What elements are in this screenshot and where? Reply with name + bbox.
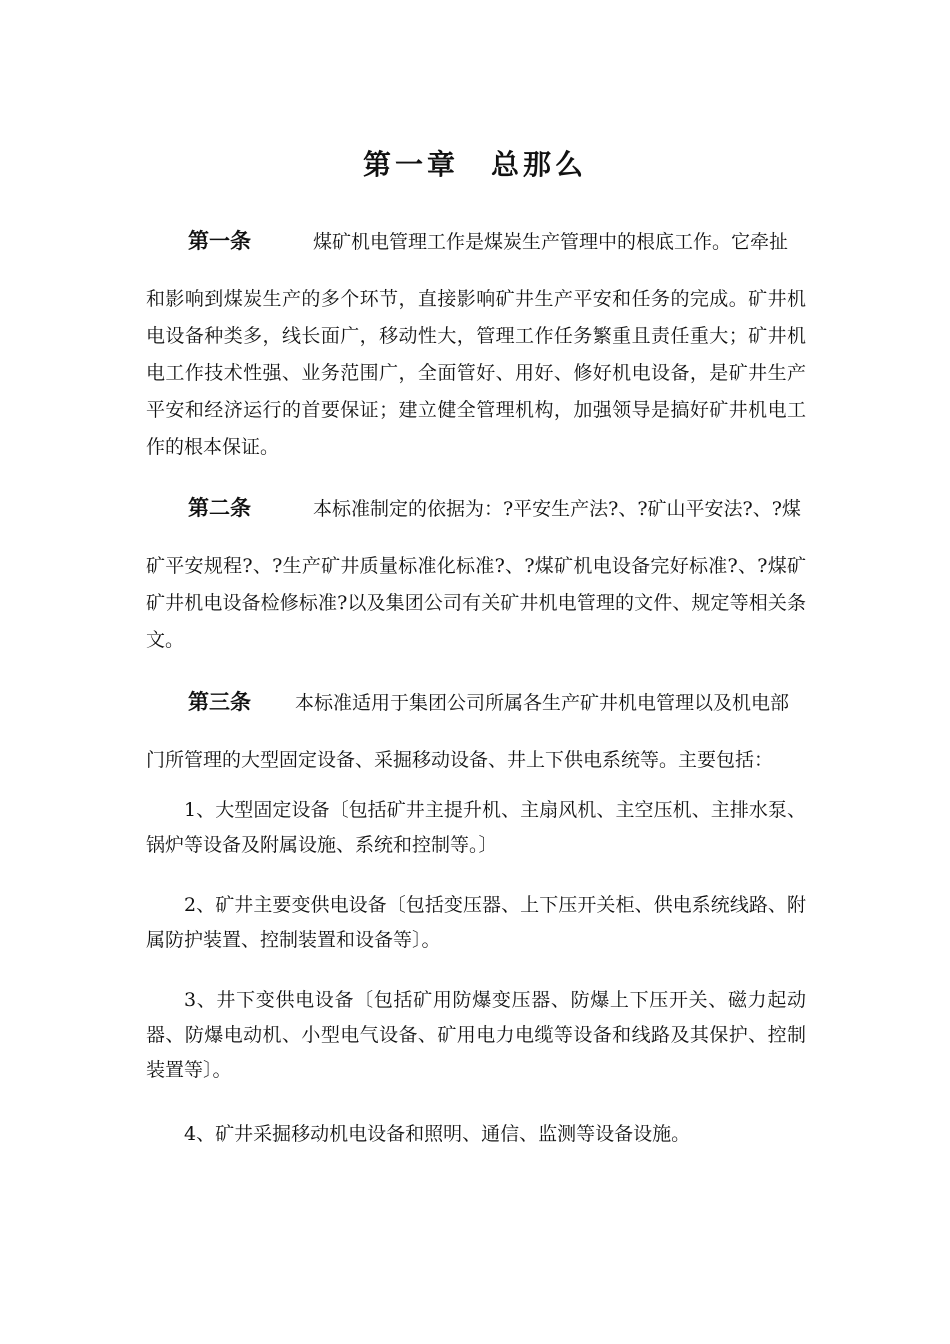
article-1-first-line — [146, 219, 806, 263]
article-2-first-text: 本标准制定的依据为：?平安生产法?、?矿山平安法?、?煤 — [313, 498, 801, 520]
list-item: 1、大型固定设备〔包括矿井主提升机、主扇风机、主空压机、主排水泵、锅炉等设备及附属设施、系统和控制等。〕 — [146, 799, 806, 856]
article-1 — [146, 219, 806, 466]
article-1-body: 和影响到煤炭生产的多个环节，直接影响矿井生产平安和任务的完成。矿井机电设备种类多，线长面广，移动性大，管理工作任务繁重且责任重大；矿井机电工作技术性强、业务范围广，全面管好、用好、修好机电设备，是矿井生产平安和经济运行的首要保证；建立健全管理机构，加强领导是搞好矿井机电工作的根本保证。 — [146, 288, 806, 458]
list-item: 2、矿井主要变供电设备〔包括变压器、上下压开关柜、供电系统线路、附属防护装置、控制装置和设备等〕。 — [146, 894, 806, 951]
list-item: 3、井下变供电设备〔包括矿用防爆变压器、防爆上下压开关、磁力起动器、防爆电动机、小型电气设备、矿用电力电缆等设备和线路及其保护、控制装置等〕。 — [146, 989, 806, 1081]
article-1-label: 第一条 — [188, 229, 251, 253]
article-3-first-text: 本标准适用于集团公司所属各生产矿井机电管理以及机电部 — [295, 692, 790, 714]
article-2 — [146, 486, 806, 659]
chapter-title: 第一章 总那么 — [362, 148, 587, 181]
article-3-first-line — [146, 680, 806, 724]
article-2-first-line — [146, 486, 806, 530]
article-3-label: 第三条 — [188, 690, 251, 714]
list-item: 4、矿井采掘移动机电设备和照明、通信、监测等设备设施。 — [184, 1123, 691, 1145]
article-3 — [146, 680, 806, 779]
article-2-label: 第二条 — [188, 496, 251, 520]
article-1-first-text: 煤矿机电管理工作是煤炭生产管理中的根底工作。它牵扯 — [313, 231, 789, 253]
article-2-body: 矿平安规程?、?生产矿井质量标准化标准?、?煤矿机电设备完好标准?、?煤矿矿井机电设备检修标准?以及集团公司有关矿井机电管理的文件、规定等相关条文。 — [146, 555, 806, 651]
article-3-body: 门所管理的大型固定设备、采掘移动设备、井上下供电系统等。主要包括： — [146, 749, 774, 771]
